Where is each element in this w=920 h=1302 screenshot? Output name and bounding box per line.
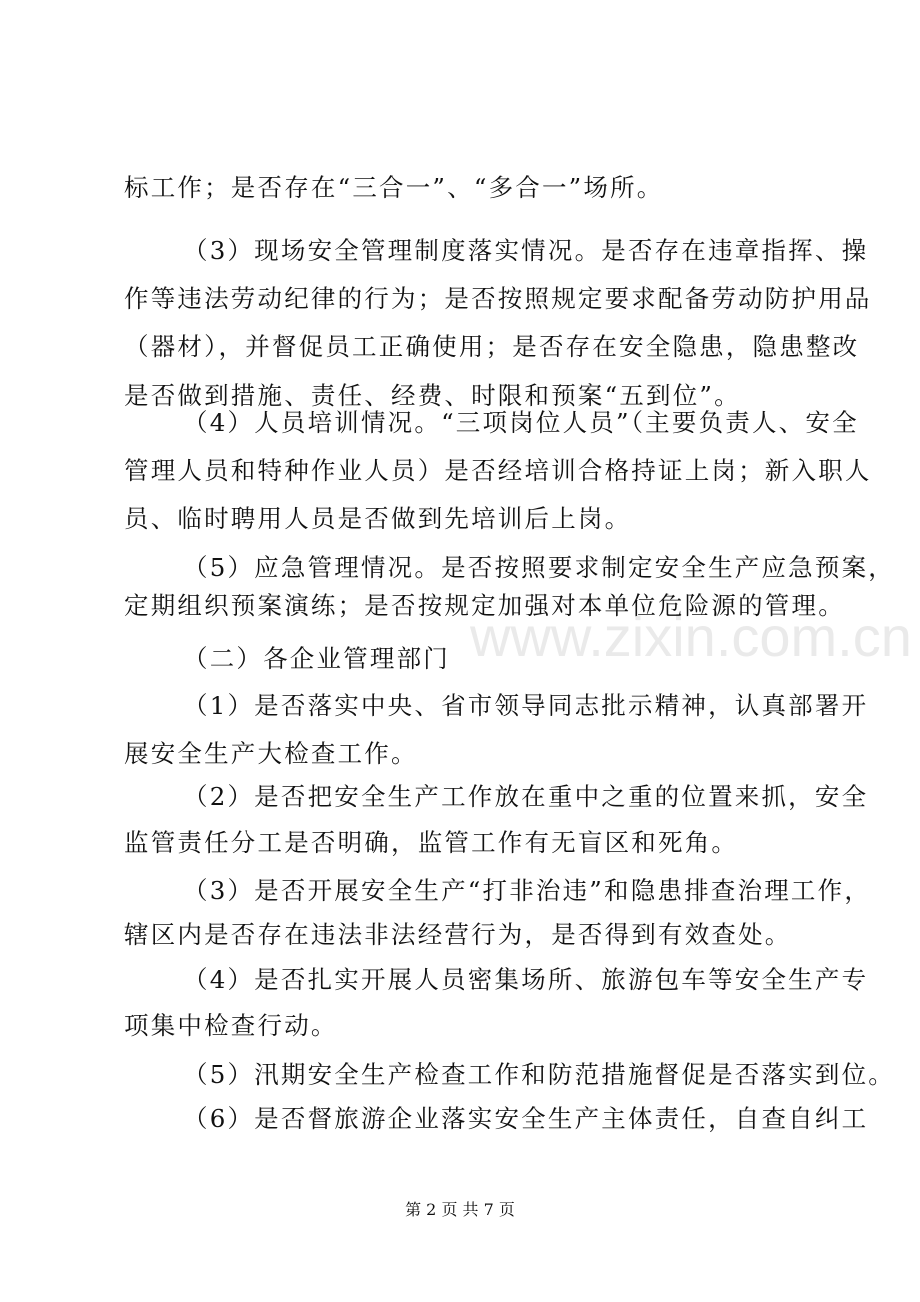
text-line: 展安全生产大检查工作。 [124,739,418,768]
text-line: （1）是否落实中央、省市领导同志批示精神，认真部署开 [183,691,869,720]
text-line: （器材），并督促员工正确使用；是否存在安全隐患，隐患整改 [124,332,860,361]
text-line: 员、临时聘用人员是否做到先培训后上岗。 [124,504,632,533]
watermark: www.zixin.com.cn [470,605,912,668]
text-line: （5）应急管理情况。是否按照要求制定安全生产应急预案， [183,553,895,582]
text-line: 作等违法劳动纪律的行为；是否按照规定要求配备劳动防护用品 [124,284,872,313]
page-footer: 第 2 页 共 7 页 [405,1200,515,1219]
section-heading: （二）各企业管理部门 [183,644,450,673]
text-line: 定期组织预案演练；是否按规定加强对本单位危险源的管理。 [124,591,845,620]
text-line: （2）是否把安全生产工作放在重中之重的位置来抓，安全 [183,782,869,811]
text-line: （6）是否督旅游企业落实安全生产主体责任，自查自纠工 [183,1104,869,1133]
text-line: 项集中检查行动。 [124,1011,338,1040]
text-line: 是否做到措施、责任、经费、时限和预案“五到位”。 [124,381,741,410]
text-line: 管理人员和特种作业人员）是否经培训合格持证上岗；新入职人 [124,456,872,485]
text-line: （4）是否扎实开展人员密集场所、旅游包车等安全生产专 [183,965,869,994]
text-line: 监管责任分工是否明确，监管工作有无盲区和死角。 [124,828,739,857]
text-line: 标工作；是否存在“三合一”、“多合一”场所。 [124,173,664,202]
text-line: 辖区内是否存在违法非法经营行为，是否得到有效查处。 [124,920,792,949]
text-line: （3）是否开展安全生产“打非治违”和隐患排查治理工作， [183,876,872,905]
text-line: （3）现场安全管理制度落实情况。是否存在违章指挥、操 [183,236,869,265]
text-line: （5）汛期安全生产检查工作和防范措施督促是否落实到位。 [183,1060,895,1089]
text-line: （4）人员培训情况。“三项岗位人员”（主要负责人、安全 [183,408,859,437]
